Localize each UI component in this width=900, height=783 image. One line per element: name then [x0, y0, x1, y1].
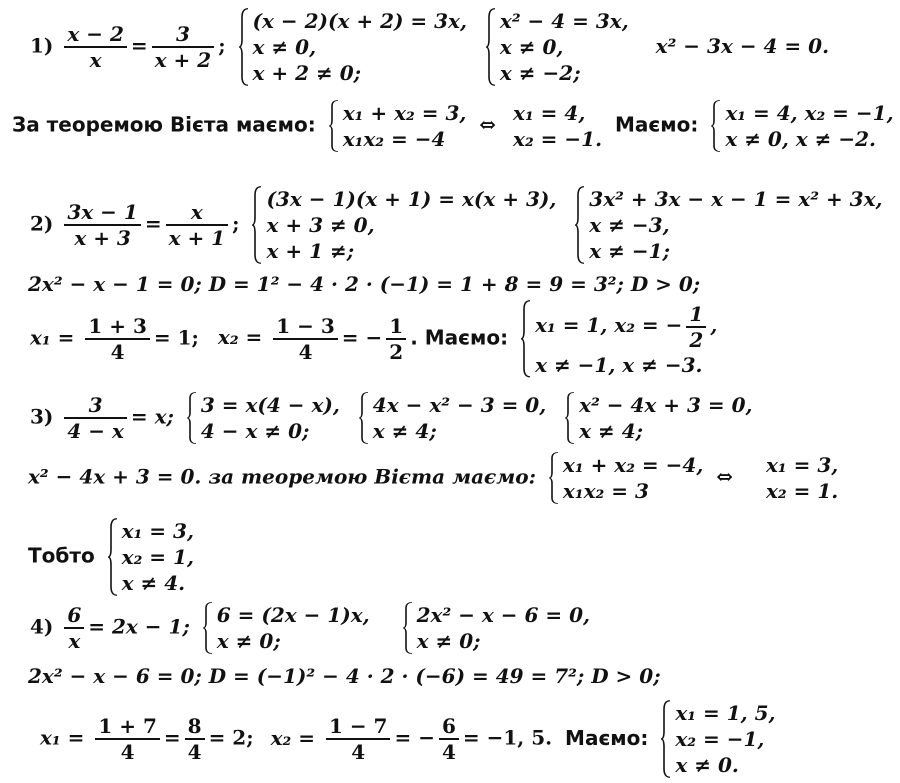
p2-x2-equals: = −	[341, 325, 383, 350]
brace-icon	[565, 392, 575, 444]
p2-final-half-den: 2	[689, 327, 704, 352]
p2-x2-label: x₂ =	[217, 325, 263, 350]
p4-sys2-line: 2x² − x − 6 = 0,	[416, 603, 590, 627]
p1-number: 1)	[30, 33, 54, 58]
p1-root-line: x₂ = −1.	[513, 127, 603, 151]
p2-rhs-numerator: x	[166, 200, 229, 226]
brace-icon	[549, 452, 559, 504]
p1-lhs-numerator: x − 2	[64, 22, 127, 48]
p1-separator: ;	[218, 33, 226, 58]
p2-x2-half	[386, 314, 406, 364]
p2-system-2	[575, 186, 882, 264]
p4-equation-row	[30, 602, 596, 654]
p1-rhs-fraction	[152, 22, 215, 72]
p1-final-line: x ≠ 0, x ≠ −2.	[725, 127, 877, 151]
brace-icon	[203, 602, 213, 654]
p1-rhs-numerator: 3	[152, 22, 215, 48]
p2-sys2-line: x ≠ −1;	[589, 239, 670, 263]
equivalence-arrow-icon: ⇔	[716, 464, 734, 489]
p4-x1-fraction-2	[185, 714, 205, 764]
p2-have-text: . Маємо:	[410, 325, 509, 350]
p4-x1-numerator: 1 + 7	[95, 714, 160, 740]
p1-lhs-fraction	[64, 22, 127, 72]
p4-x1-fraction	[95, 714, 160, 764]
p4-lhs-fraction	[64, 603, 84, 653]
p4-x1-denominator-2: 4	[187, 740, 202, 764]
p4-sys1-line: x ≠ 0;	[216, 629, 281, 653]
brace-icon	[575, 186, 585, 264]
p2-x2-denominator: 4	[298, 339, 313, 364]
p2-discriminant: 2x² − x − 1 = 0; D = 1² − 4 · 2 · (−1) = 1 + 8 = 9 = 3²; D > 0;	[28, 272, 701, 296]
p3-lhs-fraction	[64, 393, 127, 443]
p3-final-line: x₁ = 3,	[121, 519, 194, 543]
p3-sys2-line: 4x − x² − 3 = 0,	[372, 393, 547, 417]
p4-final-line: x₁ = 1, 5,	[675, 701, 776, 725]
brace-icon	[252, 186, 262, 264]
p2-x1-value: = 1;	[153, 325, 199, 350]
p3-final-line: x₂ = 1,	[121, 545, 194, 569]
p1-vieta-system	[329, 100, 467, 152]
p1-vieta-text: За теоремою Вієта маємо:	[12, 112, 316, 137]
p1-have-text: Маємо:	[615, 112, 699, 137]
p1-system-2	[486, 8, 629, 86]
p1-sys2-line: x ≠ −2;	[499, 61, 581, 85]
p2-sys2-line: 3x² + 3x − x − 1 = x² + 3x,	[589, 187, 883, 211]
p2-x2-numerator: 1 − 3	[273, 314, 338, 340]
p3-sys1-line: 4 − x ≠ 0;	[200, 419, 310, 443]
p4-have-text: Маємо:	[565, 725, 649, 750]
p4-lhs-numerator: 6	[64, 603, 84, 629]
p2-roots-row	[30, 300, 723, 378]
p2-final-line: x ≠ −1, x ≠ −3.	[535, 352, 703, 377]
p1-lhs-denominator: x	[89, 48, 102, 72]
p4-final-system	[661, 700, 775, 778]
p3-sys1-line: 3 = x(4 − x),	[200, 393, 340, 417]
p2-sys2-line: x ≠ −3,	[589, 213, 670, 237]
p3-lhs-denominator: 4 − x	[67, 419, 124, 443]
brace-icon	[329, 100, 339, 152]
p4-x2-fraction-2	[439, 714, 459, 764]
brace-icon	[108, 518, 118, 596]
p1-equation-row: 1) $\frac{x - 2}{x}$ = $\frac{3}{x + 2}$ ; (x − 2)(x + 2) = 3x, x ≠ 0, x + 2 ≠ 0; x² − 4 = 3x, x ≠ 0, x ≠ −2; x² − 3x − 4 = 0.	[30, 9, 830, 85]
p4-discriminant: 2x² − x − 6 = 0; D = (−1)² − 4 · 2 · (−6) = 49 = 7²; D > 0;	[28, 664, 661, 688]
p2-rhs-fraction	[166, 200, 229, 250]
p2-sys1-line: x + 1 ≠;	[266, 239, 355, 263]
p2-x2-half-num: 1	[386, 314, 406, 340]
p4-x2-equals: = −	[394, 725, 435, 750]
p4-x1-label: x₁ =	[40, 725, 85, 750]
brace-icon	[486, 8, 496, 86]
p4-x2-denominator: 4	[351, 740, 366, 764]
brace-icon	[239, 8, 249, 86]
p2-final-a: x₁ = 1, x₂ = −	[535, 313, 683, 337]
p2-sys1-line: (3x − 1)(x + 1) = x(x + 3),	[266, 187, 557, 211]
p3-sys2-line: x ≠ 4;	[372, 419, 437, 443]
p4-system-1	[203, 602, 370, 654]
p2-rhs-denominator: x + 1	[168, 226, 226, 250]
brace-icon	[711, 100, 721, 152]
p2-x2-fraction	[273, 314, 338, 364]
p1-vieta-line: x₁ + x₂ = 3,	[342, 101, 467, 125]
p3-sys3-line: x ≠ 4;	[579, 419, 644, 443]
p2-final-half-num: 1	[686, 302, 706, 328]
p2-sys1-line: x + 3 ≠ 0,	[266, 213, 375, 237]
brace-icon	[403, 602, 413, 654]
p4-x2-denominator-2: 4	[441, 740, 456, 764]
p4-number: 4)	[30, 614, 54, 639]
p2-x1-numerator: 1 + 3	[85, 314, 150, 340]
p2-number: 2)	[30, 211, 54, 236]
p4-x2-numerator-2: 6	[439, 714, 459, 740]
p3-vieta-system	[549, 452, 703, 504]
p2-final-a-end: ,	[710, 313, 718, 337]
p4-x2-numerator: 1 − 7	[326, 714, 391, 740]
p4-rhs: = 2x − 1;	[88, 614, 190, 639]
p3-number: 3)	[30, 404, 54, 429]
brace-icon	[521, 300, 531, 378]
p4-x1-denominator: 4	[120, 740, 135, 764]
p1-quadratic: x² − 3x − 4 = 0.	[655, 33, 830, 58]
p3-vieta-sys-line: x₁ + x₂ = −4,	[562, 453, 704, 477]
p1-final-line: x₁ = 4, x₂ = −1,	[725, 101, 894, 125]
p2-final-line	[535, 300, 717, 352]
p1-system-1	[239, 8, 467, 86]
p3-vieta-sys-line: x₁x₂ = 3	[562, 479, 649, 503]
p1-sys1-line: (x − 2)(x + 2) = 3x,	[252, 9, 467, 33]
p1-roots	[509, 100, 602, 152]
p3-vieta-row	[28, 452, 844, 504]
p2-final-half	[686, 302, 706, 352]
p4-x1-mid: =	[163, 725, 181, 750]
p3-final-system	[108, 518, 194, 596]
p1-sys1-line: x ≠ 0,	[252, 35, 317, 59]
p1-sys2-line: x ≠ 0,	[499, 35, 564, 59]
p2-x1-label: x₁ =	[30, 325, 75, 350]
p2-lhs-denominator: x + 3	[74, 226, 131, 250]
p3-sys3-line: x² − 4x + 3 = 0,	[579, 393, 753, 417]
p1-sys1-line: x + 2 ≠ 0;	[252, 61, 362, 85]
p4-system-2	[403, 602, 590, 654]
p2-x1-denominator: 4	[110, 339, 125, 364]
p3-equation-row	[30, 392, 759, 444]
p3-root-line: x₂ = 1.	[766, 479, 839, 503]
p3-system-2	[359, 392, 546, 444]
p3-root-line: x₁ = 3,	[766, 453, 839, 477]
p3-rhs: = x;	[130, 404, 174, 429]
brace-icon	[661, 700, 671, 778]
p4-final-line: x ≠ 0.	[675, 753, 739, 777]
p4-x1-numerator-2: 8	[185, 714, 205, 740]
p4-x2-fraction	[326, 714, 391, 764]
p2-x2-half-den: 2	[389, 339, 404, 364]
p4-lhs-denominator: x	[68, 629, 81, 653]
p4-roots-row	[40, 700, 781, 778]
p2-system-1	[252, 186, 556, 264]
p2-lhs-fraction	[64, 200, 140, 250]
p3-tobto-text: Тобто	[28, 543, 95, 568]
p2-separator: ;	[232, 211, 240, 236]
p1-vieta-row	[12, 100, 900, 152]
p3-system-1	[187, 392, 340, 444]
p3-lhs-numerator: 3	[64, 393, 127, 419]
p2-final-system	[521, 300, 717, 378]
p4-x2-label: x₂ =	[270, 725, 315, 750]
equivalence-arrow-icon: ⇔	[479, 112, 497, 137]
p3-roots	[746, 452, 838, 504]
p4-x1-value: = 2;	[208, 725, 254, 750]
p3-system-3	[565, 392, 752, 444]
p4-final-line: x₂ = −1,	[675, 727, 765, 751]
p3-vieta-line: x² − 4x + 3 = 0. за теоремою Вієта маємо:	[28, 464, 536, 489]
p4-sys2-line: x ≠ 0;	[416, 629, 481, 653]
brace-icon	[359, 392, 369, 444]
brace-icon	[187, 392, 197, 444]
p1-root-line: x₁ = 4,	[513, 101, 586, 125]
p3-tobto-row	[28, 518, 200, 596]
p4-x2-value: = −1, 5.	[462, 725, 553, 750]
p4-sys1-line: 6 = (2x − 1)x,	[216, 603, 370, 627]
p2-x1-fraction	[85, 314, 150, 364]
p1-vieta-line: x₁x₂ = −4	[342, 127, 446, 151]
p1-rhs-denominator: x + 2	[154, 48, 212, 72]
p3-final-line: x ≠ 4.	[121, 571, 186, 595]
p1-final-system	[711, 100, 893, 152]
p1-sys2-line: x² − 4 = 3x,	[499, 9, 629, 33]
p2-lhs-numerator: 3x − 1	[64, 200, 140, 226]
p2-equation-row: 2) $\frac{3x - 1}{x + 3}$ = $\frac{x}{x + 1}$ ; (3x − 1)(x + 1) = x(x + 3), x + 3 ≠ 0, x + 1 ≠; 3x² + 3x − x − 1 = x² + 3x, x ≠ −3, x ≠ −1;	[30, 187, 883, 263]
